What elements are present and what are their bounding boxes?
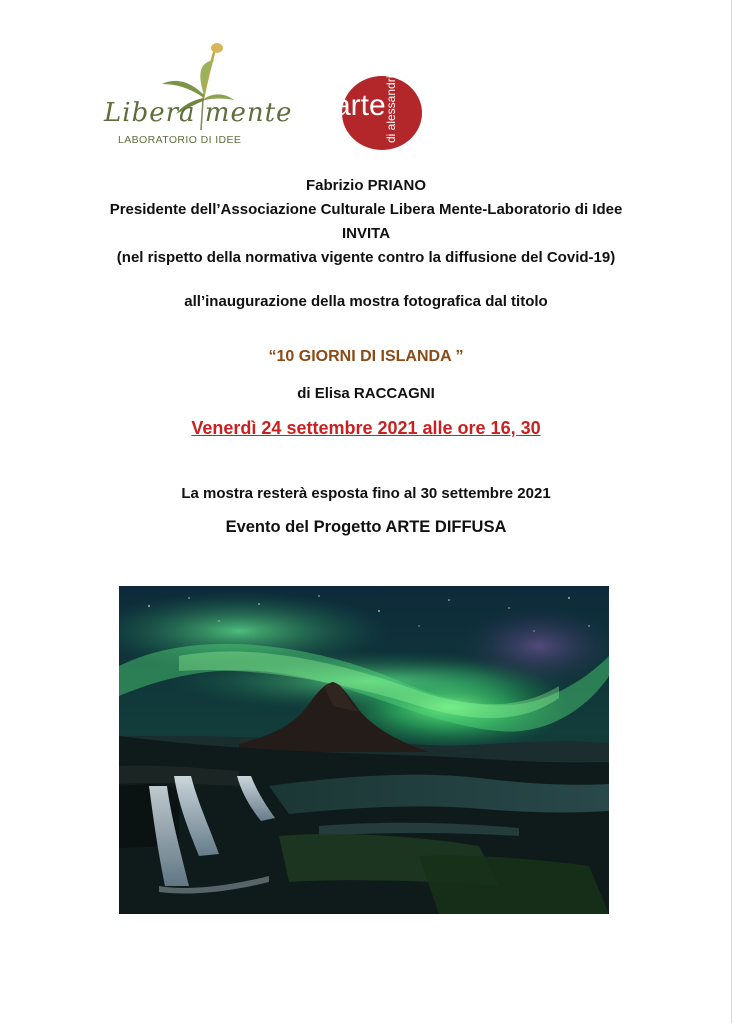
inviter-role: Presidente dell’Associazione Culturale Libera Mente-Laboratorio di Idee bbox=[109, 201, 623, 218]
libera-mente-logo bbox=[104, 40, 293, 160]
inviter-name: Fabrizio PRIANO bbox=[305, 177, 426, 194]
arte-logo-vertical-text: di alessandria bbox=[384, 68, 398, 143]
arte-alessandria-logo bbox=[334, 68, 429, 153]
exhibition-author: di Elisa RACCAGNI bbox=[297, 385, 435, 402]
libera-mente-subtitle: LABORATORIO DI IDEE bbox=[118, 134, 242, 146]
invita-heading: INVITA bbox=[341, 225, 391, 242]
aurora-landscape-image bbox=[119, 586, 609, 914]
opening-date: Venerdì 24 settembre 2021 alle ore 16, 30 bbox=[191, 418, 541, 438]
exhibition-intro: all’inaugurazione della mostra fotografica dal titolo bbox=[184, 293, 548, 310]
project-line: Evento del Progetto ARTE DIFFUSA bbox=[225, 518, 507, 536]
aurora-photo bbox=[119, 586, 609, 914]
covid-note: (nel rispetto della normativa vigente contro la diffusione del Covid-19) bbox=[116, 249, 616, 266]
arte-logo-word: arte bbox=[334, 89, 386, 122]
closing-date-note: La mostra resterà esposta fino al 30 settembre 2021 bbox=[181, 485, 551, 502]
libera-mente-script: Libera mente bbox=[104, 98, 293, 128]
exhibition-title: “10 GIORNI DI ISLANDA ” bbox=[268, 348, 464, 365]
